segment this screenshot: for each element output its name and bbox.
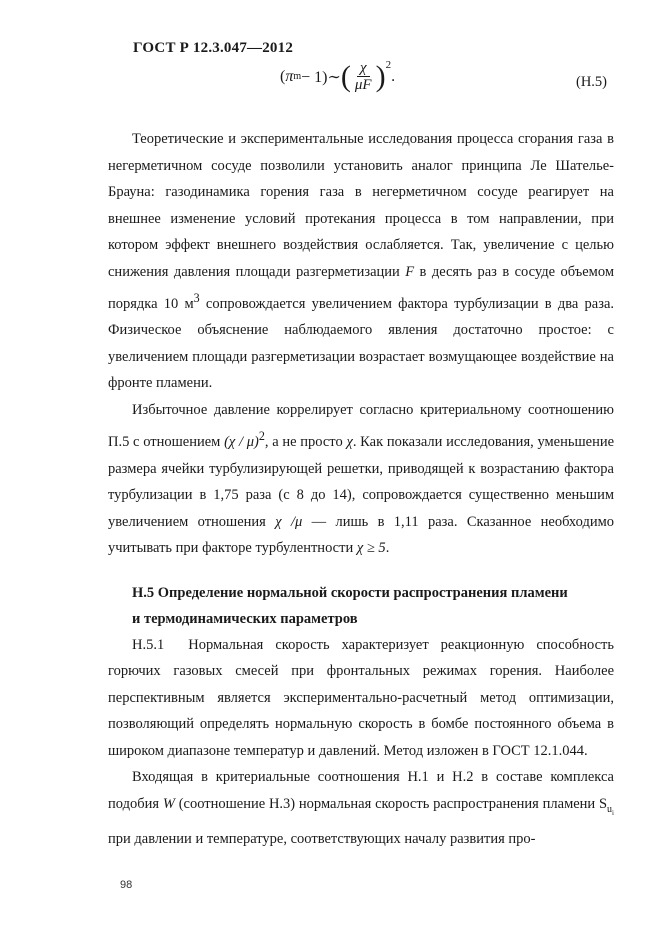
turbulence-condition: χ ≥ 5	[356, 540, 386, 557]
velocity-subscript	[607, 804, 614, 815]
paragraph-2-d: — лишь в 1,11 раза. Сказанное необходимо учитывать при факторе турбулентности	[108, 513, 615, 557]
section-title-h5	[108, 580, 614, 632]
formula-big-paren-left: (	[340, 59, 351, 93]
paragraph-2	[108, 397, 614, 562]
cubic-exponent: 3	[193, 291, 200, 305]
paragraph-2-e: .	[385, 540, 390, 557]
formula-open-paren: (	[280, 67, 286, 85]
formula-tail: .	[391, 67, 396, 85]
formula-h5	[0, 58, 661, 108]
variable-w: W	[162, 795, 175, 812]
formula-fraction	[352, 60, 375, 93]
section-title-line-2: и термодинамических параметров	[132, 610, 358, 627]
formula-big-paren-right: )	[375, 59, 386, 93]
paragraph-2-a: Избыточное давление коррелирует согласно критериальному соотношению П.5 с отношением	[108, 401, 614, 451]
paragraph-4-b: (соотношение Н.3) нормальная скорость распространения пламени S	[178, 795, 608, 812]
formula-numerator: χ	[357, 60, 370, 77]
paragraph-3	[108, 632, 614, 765]
formula-expression	[280, 60, 395, 93]
ratio-chi-mu: χ /μ	[275, 513, 303, 530]
paragraph-2-b: , а не просто	[264, 434, 343, 451]
ratio-exponent: 2	[258, 429, 265, 444]
paragraph-2-c: . Как показали исследования, уменьшение размера ячейки турбулизирующей решетки, приводящей к возрастанию фактора турбулизации в 1,75 раза (с 8 до 14), сопровождается существенно меньшим увеличением отношения	[108, 434, 615, 530]
section-title-line-1: Н.5 Определение нормальной скорости распространения пламени	[132, 584, 568, 601]
paragraph-1-end: сопровождается увеличением фактора турбулизации в два раза. Физическое объяснение наблюдаемого явления достаточно простое: с увеличением площади разгерметизации возрастает возмущающее воздействие на фронте пламени.	[108, 295, 614, 392]
formula-exponent: 2	[385, 58, 392, 71]
formula-pi-subscript: m	[293, 71, 302, 82]
paragraph-3-text: Нормальная скорость характеризует реакционную способность горючих газовых смесей при фронтальных режимах горения. Наиболее перспективным является экспериментально-расчетный метод оптимизации, позволяющий определять нормальную скорость в бомбе постоянного объема в широком диапазоне температур и давлений. Метод изложен в ГОСТ 12.1.044.	[108, 636, 614, 759]
body-text	[108, 126, 614, 853]
paragraph-4	[108, 764, 614, 852]
paragraph-4-c: при давлении и температуре, соответствующих началу развития про-	[108, 831, 536, 848]
document-header: ГОСТ Р 12.3.047—2012	[133, 40, 294, 56]
paragraph-1	[108, 126, 614, 397]
formula-number: (Н.5)	[576, 74, 608, 90]
paragraph-1-text: Теоретические и экспериментальные исследования процесса сгорания газа в негерметичном сосуде позволили установить аналог принципа Ле Шателье-Брауна: газодинамика горения газа в негерметичном сосуде реагирует на внешнее изменение условий протекания процесса в том направлении, при котором эффект внешнего воздействия ослабляется. Так, увеличение с целью снижения давления площади разгерметизации	[108, 131, 614, 280]
paragraph-4-a: Входящая в критериальные соотношения Н.1 и Н.2 в составе комплекса подобия	[108, 769, 614, 812]
paragraph-1-mid: в десять раз в сосуде объемом порядка 10 м	[108, 263, 615, 312]
velocity-subscript-u: u	[607, 803, 613, 815]
formula-denominator: μF	[354, 77, 372, 93]
page-number: 98	[120, 879, 133, 891]
velocity-subscript-i: i	[612, 808, 614, 817]
variable-chi: χ	[346, 434, 353, 451]
variable-f: F	[405, 263, 415, 280]
formula-lhs-rest: − 1)∼	[301, 68, 341, 86]
clause-number: Н.5.1	[132, 636, 165, 653]
formula-pi: π	[285, 67, 294, 85]
ratio-expression: (χ / μ)	[224, 434, 259, 451]
